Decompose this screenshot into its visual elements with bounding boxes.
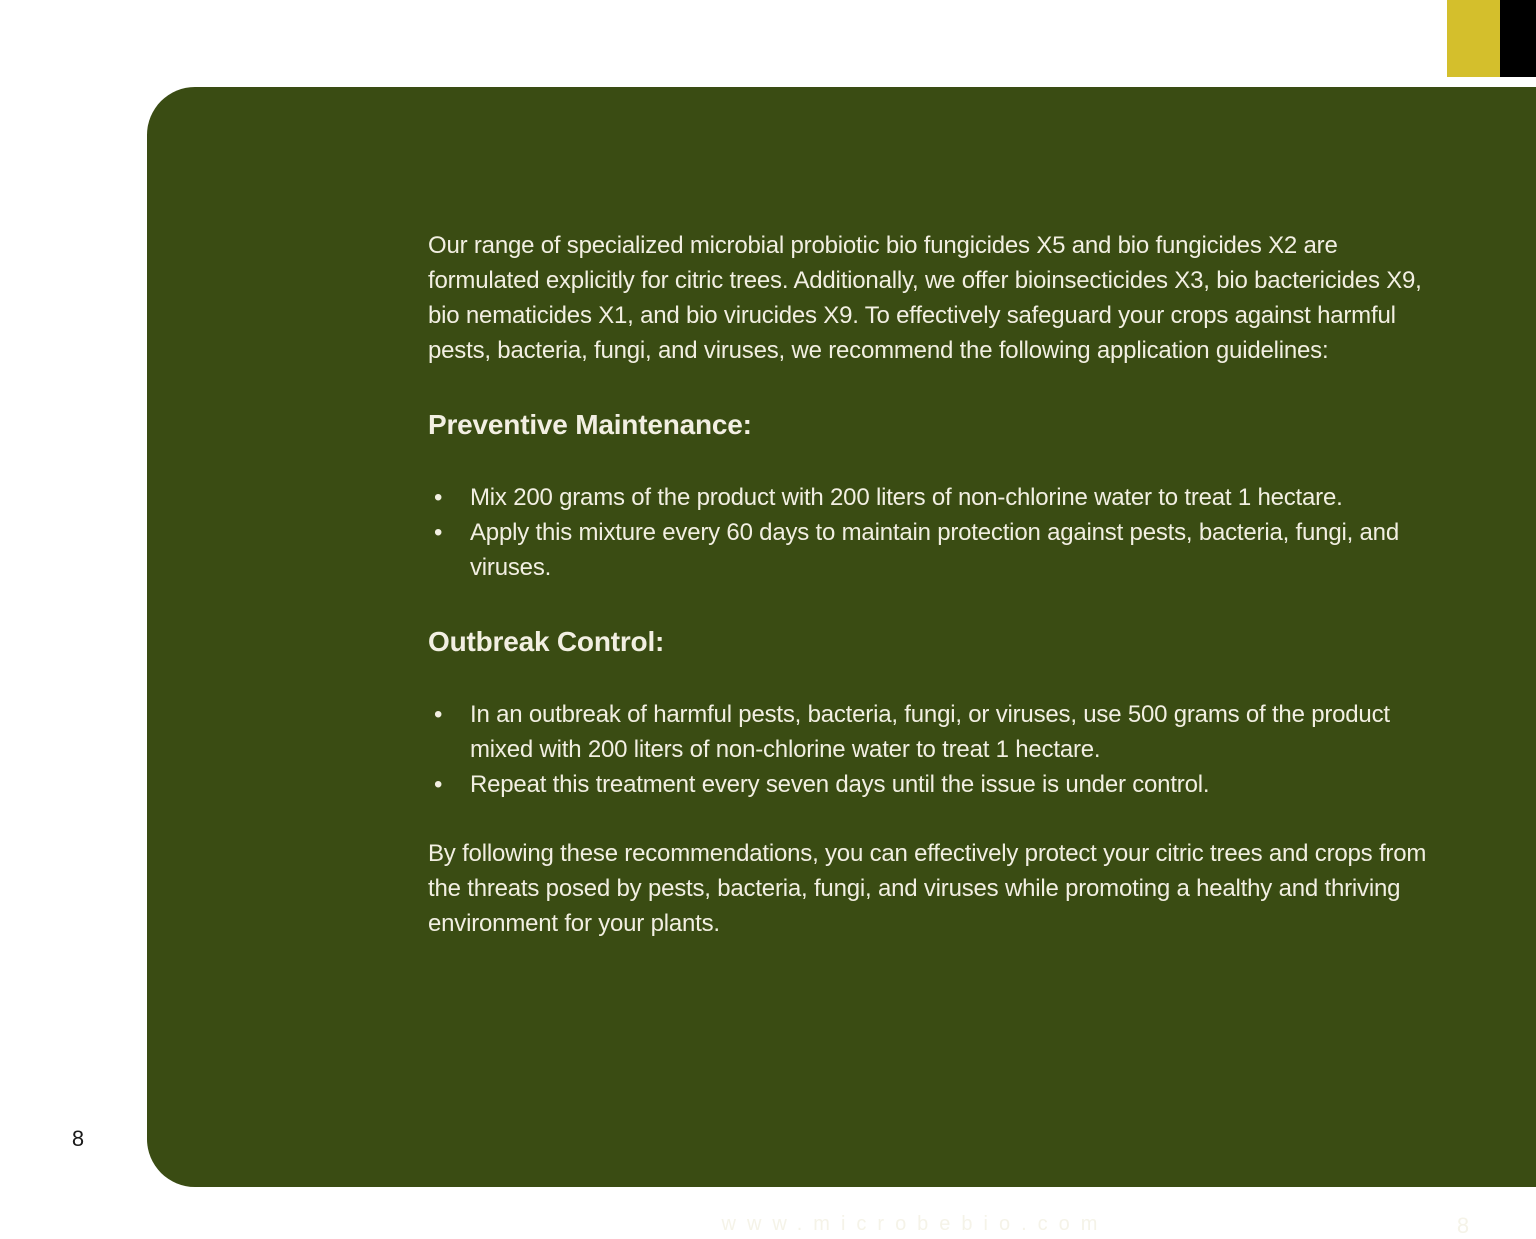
page-number-left: 8 <box>71 1126 85 1151</box>
text-block <box>428 228 1448 941</box>
list-item <box>428 767 1448 802</box>
bullet-text: Repeat this treatment every seven days until the issue is under control. <box>470 771 1210 798</box>
page-number-right: 8 <box>1456 1213 1470 1238</box>
section-heading-preventive-maintenance: Preventive Maintenance: <box>428 409 752 440</box>
closing-paragraph: By following these recommendations, you can effectively protect your citric trees and crops from the threats posed by pests, bacteria, fungi, and viruses while promoting a healthy and thriving environment for your plants. <box>428 840 1427 937</box>
bullet-icon: • <box>434 484 443 511</box>
preventive-maintenance-bullet-list <box>428 480 1448 585</box>
footer-website-url: www.microbebio.com <box>721 1213 1109 1235</box>
list-item <box>428 480 1448 515</box>
bullet-icon: • <box>434 701 443 728</box>
list-item <box>428 697 1448 767</box>
bullet-text: Apply this mixture every 60 days to maintain protection against pests, bacteria, fungi, and viruses. <box>470 519 1399 581</box>
list-item <box>428 515 1448 585</box>
section-heading-outbreak-control: Outbreak Control: <box>428 626 665 657</box>
bullet-icon: • <box>434 519 443 546</box>
yellow-accent-square <box>1447 0 1500 77</box>
intro-paragraph: Our range of specialized microbial probiotic bio fungicides X5 and bio fungicides X2 are formulated explicitly for citric trees. Additionally, we offer bioinsecticides X3, bio bactericides X9, bio nematicides X1, and bio virucides X9. To effectively safeguard your crops against harmful pests, bacteria, fungi, and viruses, we recommend the following application guidelines: <box>428 232 1422 364</box>
black-accent-square <box>1500 0 1536 77</box>
bullet-text: In an outbreak of harmful pests, bacteria, fungi, or viruses, use 500 grams of the product mixed with 200 liters of non-chlorine water to treat 1 hectare. <box>470 701 1390 763</box>
outbreak-control-bullet-list <box>428 697 1448 802</box>
bullet-icon: • <box>434 771 443 798</box>
bullet-text: Mix 200 grams of the product with 200 liters of non-chlorine water to treat 1 hectare. <box>470 484 1343 511</box>
content-panel <box>147 87 1536 1238</box>
